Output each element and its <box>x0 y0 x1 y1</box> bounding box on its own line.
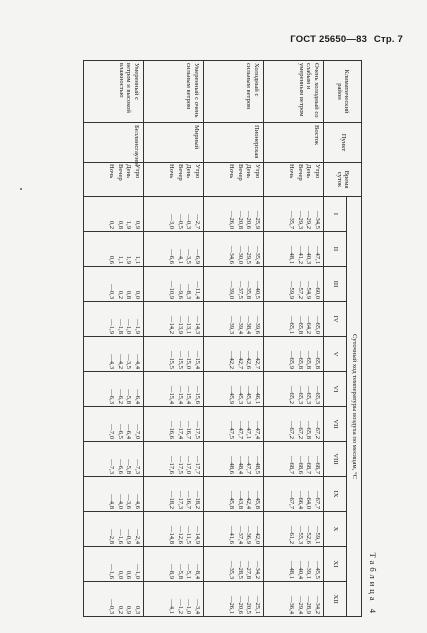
temperature-value: —41,6 <box>228 525 236 544</box>
temperature-value: —60,0 <box>314 280 321 299</box>
temperature-cell <box>264 372 324 407</box>
temperature-value: —36,4 <box>288 595 296 615</box>
temperature-value: —65,8 <box>305 420 313 439</box>
rotated-table-page <box>24 60 376 620</box>
temperature-value: —65,8 <box>314 350 321 369</box>
temperature-value: 0,9 <box>134 220 141 229</box>
temperature-value: —45,9 <box>228 385 236 404</box>
temperature-value: 0,2 <box>116 605 124 615</box>
month-header: I <box>324 197 347 232</box>
temperature-cell <box>84 372 144 407</box>
temperature-value: —4,2 <box>116 354 124 369</box>
temperature-value: —11,4 <box>194 281 201 299</box>
temperature-value: —39,1 <box>305 560 313 579</box>
temperature-value: —0,9 <box>125 529 133 544</box>
temperature-value: —1,6 <box>108 564 116 579</box>
temperature-value: —0,3 <box>185 214 193 229</box>
temperature-value: —15,5 <box>168 350 176 369</box>
temperature-cell <box>204 232 264 267</box>
temperature-value: —42,7 <box>236 350 244 369</box>
temperature-value: —1,9 <box>134 319 141 334</box>
temperature-value: —48,1 <box>288 560 296 579</box>
temperature-value: —38,4 <box>245 315 253 334</box>
temperature-cell <box>144 197 204 232</box>
stray-mark <box>20 188 22 190</box>
temperature-cell <box>144 547 204 582</box>
temperature-value: —17,0 <box>185 455 193 474</box>
temperature-value: —29,5 <box>245 245 253 264</box>
temperature-value: —1,9 <box>108 319 116 334</box>
temperature-cell <box>84 337 144 372</box>
temperature-cell <box>204 582 264 617</box>
temperature-cell <box>84 512 144 547</box>
time-of-day-label: Утро <box>194 164 201 179</box>
temperature-value: —61,2 <box>288 525 296 544</box>
temperature-value: —39,6 <box>254 315 261 334</box>
temperature-value: —47,7 <box>236 420 244 439</box>
temperature-cell <box>144 372 204 407</box>
temperature-value: —15,4 <box>176 385 184 404</box>
temperature-cell <box>264 267 324 302</box>
temperature-cell <box>264 582 324 617</box>
table-row <box>144 61 204 617</box>
temperature-cell <box>84 547 144 582</box>
temperature-value: —1,6 <box>116 529 124 544</box>
temperature-cell <box>204 407 264 442</box>
temperature-value: —0,3 <box>108 284 116 299</box>
temperature-value: —13,1 <box>185 315 193 334</box>
temperature-value: —14,9 <box>194 525 201 544</box>
temperature-cell <box>144 407 204 442</box>
temperature-cell <box>264 407 324 442</box>
temperature-value: —45,8 <box>228 490 236 509</box>
temperature-value: —15,4 <box>194 350 201 369</box>
temperature-value: —67,2 <box>296 420 304 439</box>
temperature-value: —15,4 <box>185 385 193 404</box>
temperature-value: —46,1 <box>254 385 261 404</box>
temperature-value: 0,6 <box>125 570 133 579</box>
temperature-value: —48,4 <box>236 455 244 474</box>
temperature-value: —1,8 <box>116 319 124 334</box>
temperature-value: —11,5 <box>185 526 193 544</box>
temperature-value: —7,0 <box>134 424 141 439</box>
temperature-cell <box>84 232 144 267</box>
temperature-value: —47,4 <box>254 420 261 439</box>
temperature-value: —35,3 <box>228 560 236 579</box>
temperature-value: —67,2 <box>314 420 321 439</box>
time-of-day-cell <box>144 163 204 197</box>
temperature-cell <box>144 302 204 337</box>
time-of-day-label: День <box>305 164 313 179</box>
temperature-value: —5,8 <box>176 564 184 579</box>
temperature-value: —52,6 <box>305 525 313 544</box>
time-of-day-label: Утро <box>134 164 141 179</box>
temperature-value: —6,3 <box>108 389 116 404</box>
temperature-value: —45,8 <box>254 490 261 509</box>
temperature-value: —16,7 <box>185 490 193 509</box>
temperature-value: 0,8 <box>116 220 124 229</box>
temperature-value: 1,1 <box>134 255 141 264</box>
temperature-value: —40,3 <box>305 245 313 264</box>
temperature-cell <box>144 337 204 372</box>
temperature-value: —34,6 <box>228 245 236 264</box>
temperature-value: —47,1 <box>245 420 253 439</box>
temperature-cell <box>264 337 324 372</box>
temperature-value: —68,6 <box>296 455 304 474</box>
time-of-day-label: День <box>125 164 133 179</box>
point-cell: Беллинсгаузен <box>84 123 144 163</box>
temperature-value: —57,2 <box>296 280 304 299</box>
time-of-day-label: Вечер <box>176 164 184 181</box>
temperature-value: —0,5 <box>176 214 184 229</box>
temperature-cell <box>264 232 324 267</box>
temperature-value: —42,6 <box>245 350 253 369</box>
temperature-value: —28,5 <box>236 560 244 579</box>
temperature-value: —67,7 <box>314 490 321 509</box>
temperature-cell <box>144 477 204 512</box>
temperature-value: —30,0 <box>236 245 244 264</box>
time-of-day-label: Ночь <box>108 164 116 179</box>
temperature-value: —45,5 <box>314 560 321 579</box>
temperature-cell <box>144 582 204 617</box>
region-cell: Умеренный с ветром и высокой влажностью <box>84 61 144 123</box>
temperature-value: —47,7 <box>245 455 253 474</box>
temperature-value: —68,7 <box>288 455 296 474</box>
temperature-value: —42,2 <box>228 350 236 369</box>
temperature-cell <box>84 302 144 337</box>
temperature-value: —29,3 <box>296 210 304 229</box>
temperature-value: —67,7 <box>288 490 296 509</box>
temperature-value: —15,0 <box>185 350 193 369</box>
temperature-value: 0,3 <box>134 605 141 615</box>
temperature-cell <box>84 582 144 617</box>
temperature-value: —48,1 <box>288 245 296 264</box>
temperature-cell <box>264 477 324 512</box>
temperature-value: —6,6 <box>116 459 124 474</box>
col-header-month-group: Суточный ход температуры воздуха по месяцам, °С <box>347 197 362 617</box>
temperature-value: —4,1 <box>176 249 184 264</box>
temperature-value: —34,2 <box>254 560 261 579</box>
temperature-value: —14,3 <box>194 315 201 334</box>
col-header-time: Время суток <box>324 163 362 197</box>
table-row <box>84 61 144 617</box>
month-header: III <box>324 267 347 302</box>
time-of-day-label: Утро <box>254 164 261 179</box>
point-cell: Пионерская <box>204 123 264 163</box>
temperature-cell <box>144 442 204 477</box>
temperature-value: —48,6 <box>228 455 236 474</box>
table-caption: Таблица 4 <box>368 552 378 616</box>
temperature-cell <box>84 477 144 512</box>
temperature-value: —18,2 <box>168 490 176 509</box>
temperature-value: —1,0 <box>185 599 193 615</box>
temperature-value: —6,9 <box>194 249 201 264</box>
temperature-value: —45,3 <box>236 385 244 404</box>
temperature-value: —65,8 <box>296 350 304 369</box>
temperature-value: —16,6 <box>168 420 176 439</box>
time-of-day-label: День <box>245 164 253 179</box>
temperature-value: —5,1 <box>185 564 193 579</box>
temperature-value: —64,2 <box>305 315 313 334</box>
temperature-value: —35,7 <box>288 210 296 229</box>
temperature-value: —17,5 <box>176 455 184 474</box>
temperature-value: —14,2 <box>168 315 176 334</box>
temperature-cell <box>84 267 144 302</box>
temperature-value: —65,3 <box>314 385 321 404</box>
temperature-value: —47,5 <box>228 420 236 439</box>
temperature-value: —20,5 <box>245 595 253 615</box>
table-row <box>204 61 264 617</box>
table-body <box>84 61 324 617</box>
temperature-value: —39,3 <box>228 315 236 334</box>
temperature-value: —28,9 <box>305 595 313 615</box>
temperature-cell <box>144 512 204 547</box>
temperature-value: —34,2 <box>314 595 321 615</box>
temperature-value: —25,1 <box>254 595 261 615</box>
temperature-table <box>83 60 362 617</box>
temperature-value: —37,4 <box>236 525 244 544</box>
temperature-value: —7,3 <box>134 459 141 474</box>
month-header: XII <box>324 582 347 617</box>
temperature-value: —36,9 <box>245 525 253 544</box>
temperature-value: —47,1 <box>314 245 321 264</box>
temperature-cell <box>204 302 264 337</box>
temperature-value: —10,9 <box>168 280 176 299</box>
temperature-value: —15,5 <box>176 350 184 369</box>
time-of-day-label: Ночь <box>168 164 176 179</box>
temperature-value: —20,6 <box>245 210 253 229</box>
temperature-value: —4,1 <box>168 599 176 615</box>
temperature-value: 0,9 <box>125 605 133 615</box>
time-of-day-label: Вечер <box>296 164 304 181</box>
temperature-value: —42,4 <box>245 490 253 509</box>
temperature-value: —12,6 <box>176 525 184 544</box>
temperature-value: —27,8 <box>245 560 253 579</box>
point-cell: Восток <box>264 123 324 163</box>
temperature-value: —54,9 <box>305 280 313 299</box>
temperature-value: —6,4 <box>134 389 141 404</box>
temperature-value: —3,6 <box>125 494 133 509</box>
month-header: IV <box>324 302 347 337</box>
temperature-value: —4,8 <box>108 494 116 509</box>
temperature-value: —17,3 <box>176 490 184 509</box>
month-header: VII <box>324 407 347 442</box>
temperature-value: —4,3 <box>108 354 116 369</box>
temperature-value: —20,6 <box>236 595 244 615</box>
temperature-value: 0,8 <box>125 290 133 299</box>
temperature-value: —8,4 <box>194 564 201 579</box>
temperature-value: —59,1 <box>314 525 321 544</box>
temperature-value: —17,4 <box>176 420 184 439</box>
temperature-value: —6,2 <box>116 389 124 404</box>
temperature-value: —8,9 <box>168 564 176 579</box>
temperature-value: —5,8 <box>125 389 133 404</box>
temperature-value: —55,3 <box>296 525 304 544</box>
table-row <box>264 61 324 617</box>
temperature-cell <box>84 407 144 442</box>
time-of-day-label: Ночь <box>228 164 236 179</box>
temperature-value: —43,8 <box>236 490 244 509</box>
temperature-value: —35,4 <box>254 245 261 264</box>
region-cell: Умеренный с очень сильным ветром <box>144 61 204 123</box>
temperature-value: —42,0 <box>254 525 261 544</box>
temperature-cell <box>264 197 324 232</box>
temperature-value: —65,1 <box>288 315 296 334</box>
temperature-value: —37,5 <box>236 280 244 299</box>
month-header: X <box>324 512 347 547</box>
temperature-cell <box>204 512 264 547</box>
temperature-value: —4,0 <box>116 494 124 509</box>
temperature-value: —39,4 <box>236 315 244 334</box>
temperature-value: —1,0 <box>134 564 141 579</box>
temperature-value: —15,4 <box>168 385 176 404</box>
temperature-value: —14,8 <box>168 525 176 544</box>
temperature-value: 1,9 <box>125 220 133 229</box>
temperature-value: —1,2 <box>176 599 184 615</box>
time-of-day-cell <box>204 163 264 197</box>
temperature-value: 0,2 <box>116 290 124 299</box>
col-header-region: Климатический район <box>324 61 362 123</box>
time-of-day-cell <box>84 163 144 197</box>
temperature-value: —66,4 <box>296 490 304 509</box>
temperature-cell <box>204 197 264 232</box>
temperature-value: —25,9 <box>254 210 261 229</box>
time-of-day-cell <box>264 163 324 197</box>
temperature-value: —42,7 <box>254 350 261 369</box>
temperature-value: —3,5 <box>185 249 193 264</box>
temperature-value: —18,2 <box>194 490 201 509</box>
month-header: V <box>324 337 347 372</box>
temperature-cell <box>204 337 264 372</box>
time-of-day-label: Вечер <box>116 164 124 181</box>
temperature-value: —35,8 <box>245 280 253 299</box>
temperature-value: —3,4 <box>194 599 201 615</box>
temperature-cell <box>264 442 324 477</box>
temperature-value: —4,4 <box>134 354 141 369</box>
month-header: IX <box>324 477 347 512</box>
temperature-cell <box>204 547 264 582</box>
month-header: VIII <box>324 442 347 477</box>
temperature-value: —39,0 <box>228 280 236 299</box>
temperature-value: —65,2 <box>288 385 296 404</box>
temperature-cell <box>204 267 264 302</box>
temperature-value: —26,0 <box>228 210 236 229</box>
temperature-value: —29,4 <box>296 595 304 615</box>
temperature-value: —40,4 <box>296 560 304 579</box>
temperature-value: —16,7 <box>185 420 193 439</box>
temperature-value: —2,8 <box>108 529 116 544</box>
temperature-value: —6,6 <box>168 249 176 264</box>
temperature-value: —17,5 <box>194 420 201 439</box>
temperature-value: —67,2 <box>288 420 296 439</box>
temperature-value: —7,0 <box>108 424 116 439</box>
temperature-value: —17,6 <box>168 455 176 474</box>
temperature-value: —68,7 <box>314 455 321 474</box>
temperature-value: —34,5 <box>314 210 321 229</box>
temperature-cell <box>84 197 144 232</box>
temperature-value: —41,2 <box>296 245 304 264</box>
temperature-value: —26,1 <box>228 595 236 615</box>
month-header: II <box>324 232 347 267</box>
month-header: VI <box>324 372 347 407</box>
point-cell: Мирный <box>144 123 204 163</box>
temperature-value: —68,7 <box>305 455 313 474</box>
temperature-value: —65,0 <box>314 315 321 334</box>
temperature-value: —40,5 <box>254 280 261 299</box>
temperature-value: —0,3 <box>108 599 116 615</box>
col-header-point: Пункт <box>324 123 362 163</box>
temperature-cell <box>204 477 264 512</box>
temperature-value: —3,5 <box>125 354 133 369</box>
standard-number: ГОСТ 25650—83 <box>290 34 368 45</box>
temperature-value: —15,6 <box>194 385 201 404</box>
temperature-value: —5,8 <box>125 459 133 474</box>
temperature-value: —3,0 <box>168 214 176 229</box>
temperature-value: —7,3 <box>108 459 116 474</box>
month-header: XI <box>324 547 347 582</box>
temperature-cell <box>84 442 144 477</box>
temperature-value: —20,8 <box>236 210 244 229</box>
temperature-value: —4,6 <box>134 494 141 509</box>
page-number: Стр. 7 <box>373 34 403 45</box>
temperature-value: 0,2 <box>108 220 116 229</box>
region-cell: Очень холодный со слабым и умеренным ветром <box>264 61 324 123</box>
temperature-value: —6,4 <box>125 424 133 439</box>
page-header <box>286 34 403 45</box>
temperature-value: —17,7 <box>194 455 201 474</box>
temperature-value: —8,3 <box>185 284 193 299</box>
temperature-value: 0,0 <box>134 290 141 299</box>
temperature-value: 0,6 <box>108 255 116 264</box>
temperature-value: —2,4 <box>134 529 141 544</box>
temperature-value: —65,3 <box>305 385 313 404</box>
temperature-value: —45,3 <box>245 385 253 404</box>
temperature-value: —29,2 <box>305 210 313 229</box>
time-of-day-label: Утро <box>314 164 321 179</box>
temperature-value: —9,6 <box>176 284 184 299</box>
temperature-cell <box>204 442 264 477</box>
time-of-day-label: День <box>185 164 193 179</box>
time-of-day-label: Вечер <box>236 164 244 181</box>
temperature-value: —48,5 <box>254 455 261 474</box>
temperature-value: —64,0 <box>305 490 313 509</box>
region-cell: Холодный с сильным ветром <box>204 61 264 123</box>
temperature-value: —1,0 <box>125 319 133 334</box>
temperature-value: —13,9 <box>176 315 184 334</box>
temperature-value: —59,9 <box>288 280 296 299</box>
temperature-cell <box>144 267 204 302</box>
temperature-cell <box>144 232 204 267</box>
time-of-day-label: Ночь <box>288 164 296 179</box>
temperature-value: —65,9 <box>288 350 296 369</box>
temperature-cell <box>264 512 324 547</box>
temperature-cell <box>264 547 324 582</box>
temperature-value: —65,3 <box>296 385 304 404</box>
temperature-value: 1,1 <box>116 255 124 264</box>
temperature-value: —2,7 <box>194 214 201 229</box>
temperature-value: —6,5 <box>116 424 124 439</box>
temperature-value: 0,0 <box>116 570 124 579</box>
temperature-cell <box>264 302 324 337</box>
temperature-cell <box>204 372 264 407</box>
temperature-value: —65,8 <box>305 350 313 369</box>
temperature-value: —65,8 <box>296 315 304 334</box>
temperature-value: 1,9 <box>125 255 133 264</box>
